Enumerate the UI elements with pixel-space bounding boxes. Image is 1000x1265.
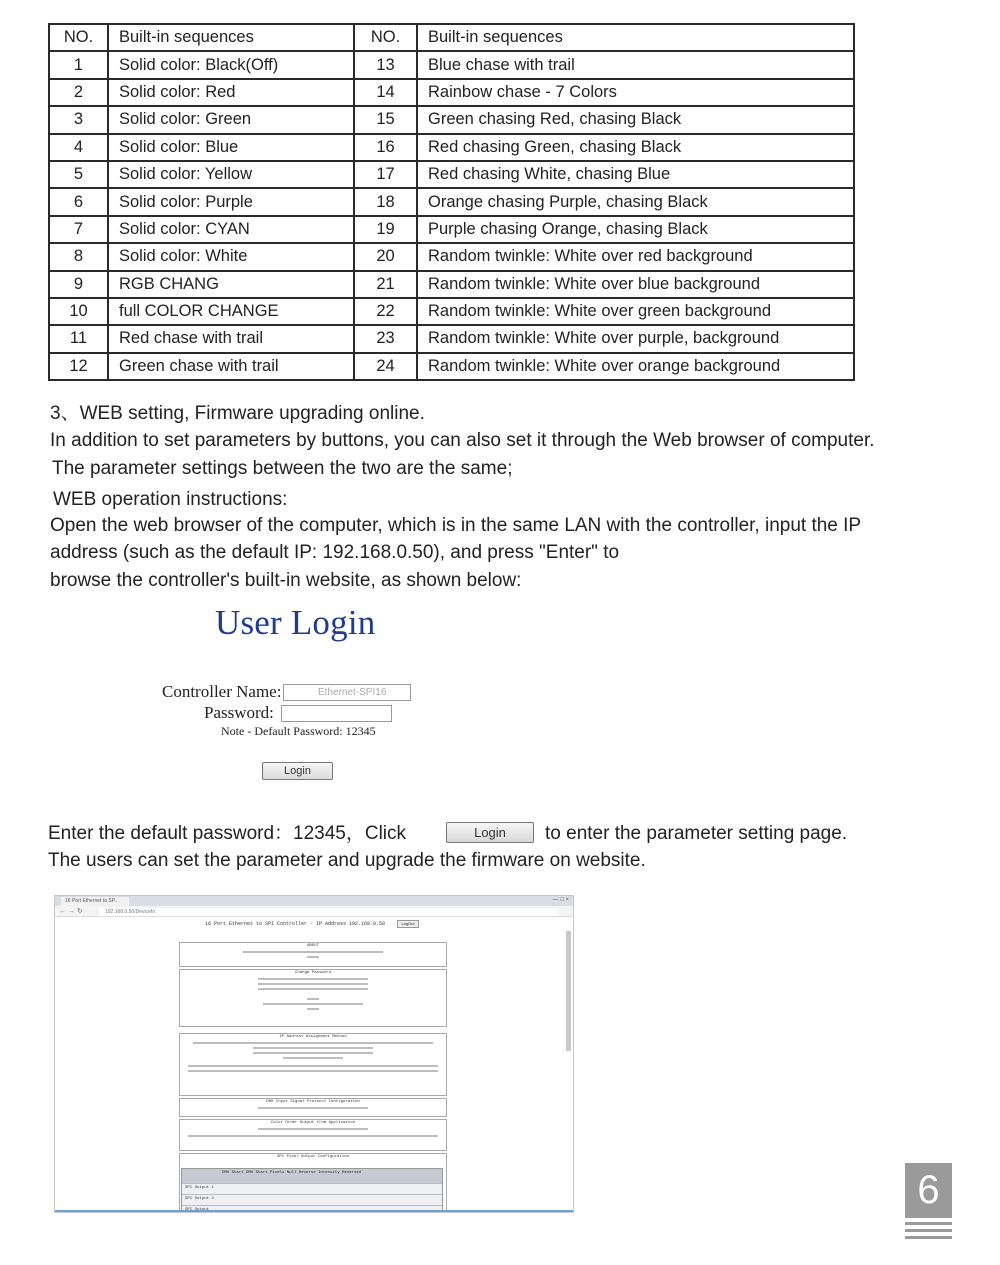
section-title: SPI Pixel Output Configuration: [276, 1155, 349, 1159]
header-no-left: NO.: [49, 24, 108, 51]
table-row: [49, 79, 854, 106]
placeholder-line: [258, 1128, 368, 1130]
placeholder-line: [258, 983, 368, 985]
section-title: IP Address Assignment Method: [279, 1035, 347, 1039]
table-row: [49, 51, 854, 78]
paragraph-line: Enter the default password：12345，Click: [48, 823, 407, 844]
browser-address-bar: [55, 906, 573, 917]
sequence-name: Solid color: Red: [108, 79, 354, 106]
paragraph-line: browse the controller's built-in website, as shown below:: [50, 570, 522, 591]
sequence-name: Green chase with trail: [108, 353, 354, 380]
browser-url: 192.168.0.50/Devicefo: [99, 908, 559, 916]
table-row: [49, 298, 854, 325]
header-no-right: NO.: [354, 24, 417, 51]
sequence-number: 19: [354, 216, 417, 243]
paragraph-line: In addition to set parameters by buttons, you can also set it through the Web browser of computer.: [50, 430, 875, 451]
sequence-name: Red chase with trail: [108, 325, 354, 352]
placeholder-line: [188, 1065, 438, 1067]
controller-name-label: Controller Name:: [162, 682, 282, 701]
sequence-name: Solid color: Black(Off): [108, 51, 354, 78]
sequence-number: 3: [49, 106, 108, 133]
header-sequences-right: Built-in sequences: [417, 24, 854, 51]
sequence-number: 9: [49, 271, 108, 298]
paragraph-line: address (such as the default IP: 192.168.0.50), and press "Enter" to: [50, 542, 620, 563]
sequence-number: 5: [49, 161, 108, 188]
table-row: [49, 188, 854, 215]
password-field[interactable]: [281, 705, 392, 722]
section-title: ABOUT: [306, 944, 319, 948]
placeholder-line: [253, 1047, 373, 1049]
sequence-name: Solid color: Purple: [108, 188, 354, 215]
browser-tab: 16 Port Ethernet to SP..: [61, 897, 129, 906]
browser-screenshot: [54, 895, 574, 1213]
placeholder-line: [307, 956, 319, 958]
subheading: WEB operation instructions:: [53, 489, 288, 510]
sequence-name: Orange chasing Purple, chasing Black: [417, 188, 854, 215]
spi-output-table: [181, 1168, 443, 1213]
sequence-name: RGB CHANG: [108, 271, 354, 298]
ip-assignment-section: [179, 1033, 447, 1096]
placeholder-line: [243, 951, 383, 953]
controller-name-field[interactable]: Ethernet-SPI16: [283, 684, 411, 701]
placeholder-line: [307, 998, 319, 1000]
password-label: Password:: [204, 703, 274, 722]
table-header-row: [49, 24, 854, 51]
sequence-name: Green chasing Red, chasing Black: [417, 106, 854, 133]
header-sequences-left: Built-in sequences: [108, 24, 354, 51]
sequence-name: Random twinkle: White over purple, background: [417, 325, 854, 352]
spi-table-row: SPI Output 1: [182, 1183, 442, 1193]
sequence-number: 22: [354, 298, 417, 325]
table-row: [49, 243, 854, 270]
sequence-number: 11: [49, 325, 108, 352]
sequence-name: Solid color: Yellow: [108, 161, 354, 188]
change-password-section: [179, 969, 447, 1027]
nav-arrows-icon: ← → ↻: [59, 908, 83, 915]
table-row: [49, 325, 854, 352]
scrollbar: [566, 931, 571, 1051]
sequence-number: 14: [354, 79, 417, 106]
window-controls-icon: — □ ×: [552, 897, 569, 903]
sequence-name: full COLOR CHANGE: [108, 298, 354, 325]
sequence-name: Random twinkle: White over green background: [417, 298, 854, 325]
sequence-name: Solid color: Blue: [108, 134, 354, 161]
login-button[interactable]: Login: [262, 762, 333, 780]
sequence-name: Random twinkle: White over red background: [417, 243, 854, 270]
browser-tab-bar: [55, 896, 573, 906]
sequence-number: 15: [354, 106, 417, 133]
sequence-name: Red chasing White, chasing Blue: [417, 161, 854, 188]
paragraph-line: Open the web browser of the computer, which is in the same LAN with the controller, input the IP: [50, 515, 862, 536]
default-password-note: Note - Default Password: 12345: [221, 724, 376, 738]
built-in-sequences-table: [48, 23, 855, 381]
spi-table-header: DMX Start DMX Start Pixels Null Reverse Intensity Reversed: [182, 1169, 442, 1183]
sequence-name: Solid color: CYAN: [108, 216, 354, 243]
sequence-number: 20: [354, 243, 417, 270]
sequence-number: 7: [49, 216, 108, 243]
sequence-name: Purple chasing Orange, chasing Black: [417, 216, 854, 243]
table-row: [49, 106, 854, 133]
section-title: DMX Input Signal Protocol Configuration: [266, 1100, 360, 1104]
page-number: 6: [905, 1163, 952, 1218]
placeholder-line: [263, 1003, 363, 1005]
sequence-number: 23: [354, 325, 417, 352]
placeholder-line: [283, 1057, 343, 1059]
placeholder-line: [258, 988, 368, 990]
login-title: User Login: [215, 603, 376, 642]
paragraph-line: The parameter settings between the two are the same;: [52, 458, 513, 479]
logout-button: LogOut: [397, 920, 419, 928]
sequence-name: Solid color: White: [108, 243, 354, 270]
sequence-number: 21: [354, 271, 417, 298]
placeholder-line: [188, 1070, 438, 1072]
table-row: [49, 134, 854, 161]
sequence-number: 6: [49, 188, 108, 215]
sequence-number: 17: [354, 161, 417, 188]
placeholder-line: [258, 978, 368, 980]
section-heading: 3、WEB setting, Firmware upgrading online.: [50, 403, 425, 424]
sequence-name: Rainbow chase - 7 Colors: [417, 79, 854, 106]
table-row: [49, 271, 854, 298]
placeholder-line: [253, 1052, 373, 1054]
sequence-name: Random twinkle: White over orange background: [417, 353, 854, 380]
sequence-number: 1: [49, 51, 108, 78]
page-number-decoration: [905, 1222, 952, 1243]
paragraph-line: The users can set the parameter and upgrade the firmware on website.: [48, 850, 646, 871]
table-row: [49, 161, 854, 188]
sequence-name: Random twinkle: White over blue background: [417, 271, 854, 298]
sequence-number: 12: [49, 353, 108, 380]
sequence-number: 18: [354, 188, 417, 215]
table-row: [49, 353, 854, 380]
section-title: Color Order Output from Application: [270, 1121, 355, 1125]
about-section: [179, 942, 447, 967]
placeholder-line: [188, 1135, 438, 1137]
paragraph-line: to enter the parameter setting page.: [545, 823, 848, 844]
table-row: [49, 216, 854, 243]
sequence-name: Blue chase with trail: [417, 51, 854, 78]
sequence-number: 8: [49, 243, 108, 270]
sequence-name: Solid color: Green: [108, 106, 354, 133]
spi-table-row: SPI Output 2: [182, 1194, 442, 1204]
placeholder-line: [258, 1107, 368, 1109]
sequence-number: 24: [354, 353, 417, 380]
sequence-number: 2: [49, 79, 108, 106]
dmx-protocol-section: [179, 1098, 447, 1117]
sequence-number: 10: [49, 298, 108, 325]
screenshot-bottom-rule: [55, 1210, 573, 1212]
sequence-name: Red chasing Green, chasing Black: [417, 134, 854, 161]
section-title: Change Password: [294, 971, 331, 975]
placeholder-line: [307, 1008, 319, 1010]
color-order-section: [179, 1119, 447, 1151]
sequence-number: 16: [354, 134, 417, 161]
placeholder-line: [193, 1042, 433, 1044]
controller-header: 16 Port Ethernet to SPI Controller · IP Address 192.168.0.50: [205, 921, 386, 927]
inline-login-button: Login: [446, 822, 534, 843]
sequence-number: 13: [354, 51, 417, 78]
sequence-number: 4: [49, 134, 108, 161]
